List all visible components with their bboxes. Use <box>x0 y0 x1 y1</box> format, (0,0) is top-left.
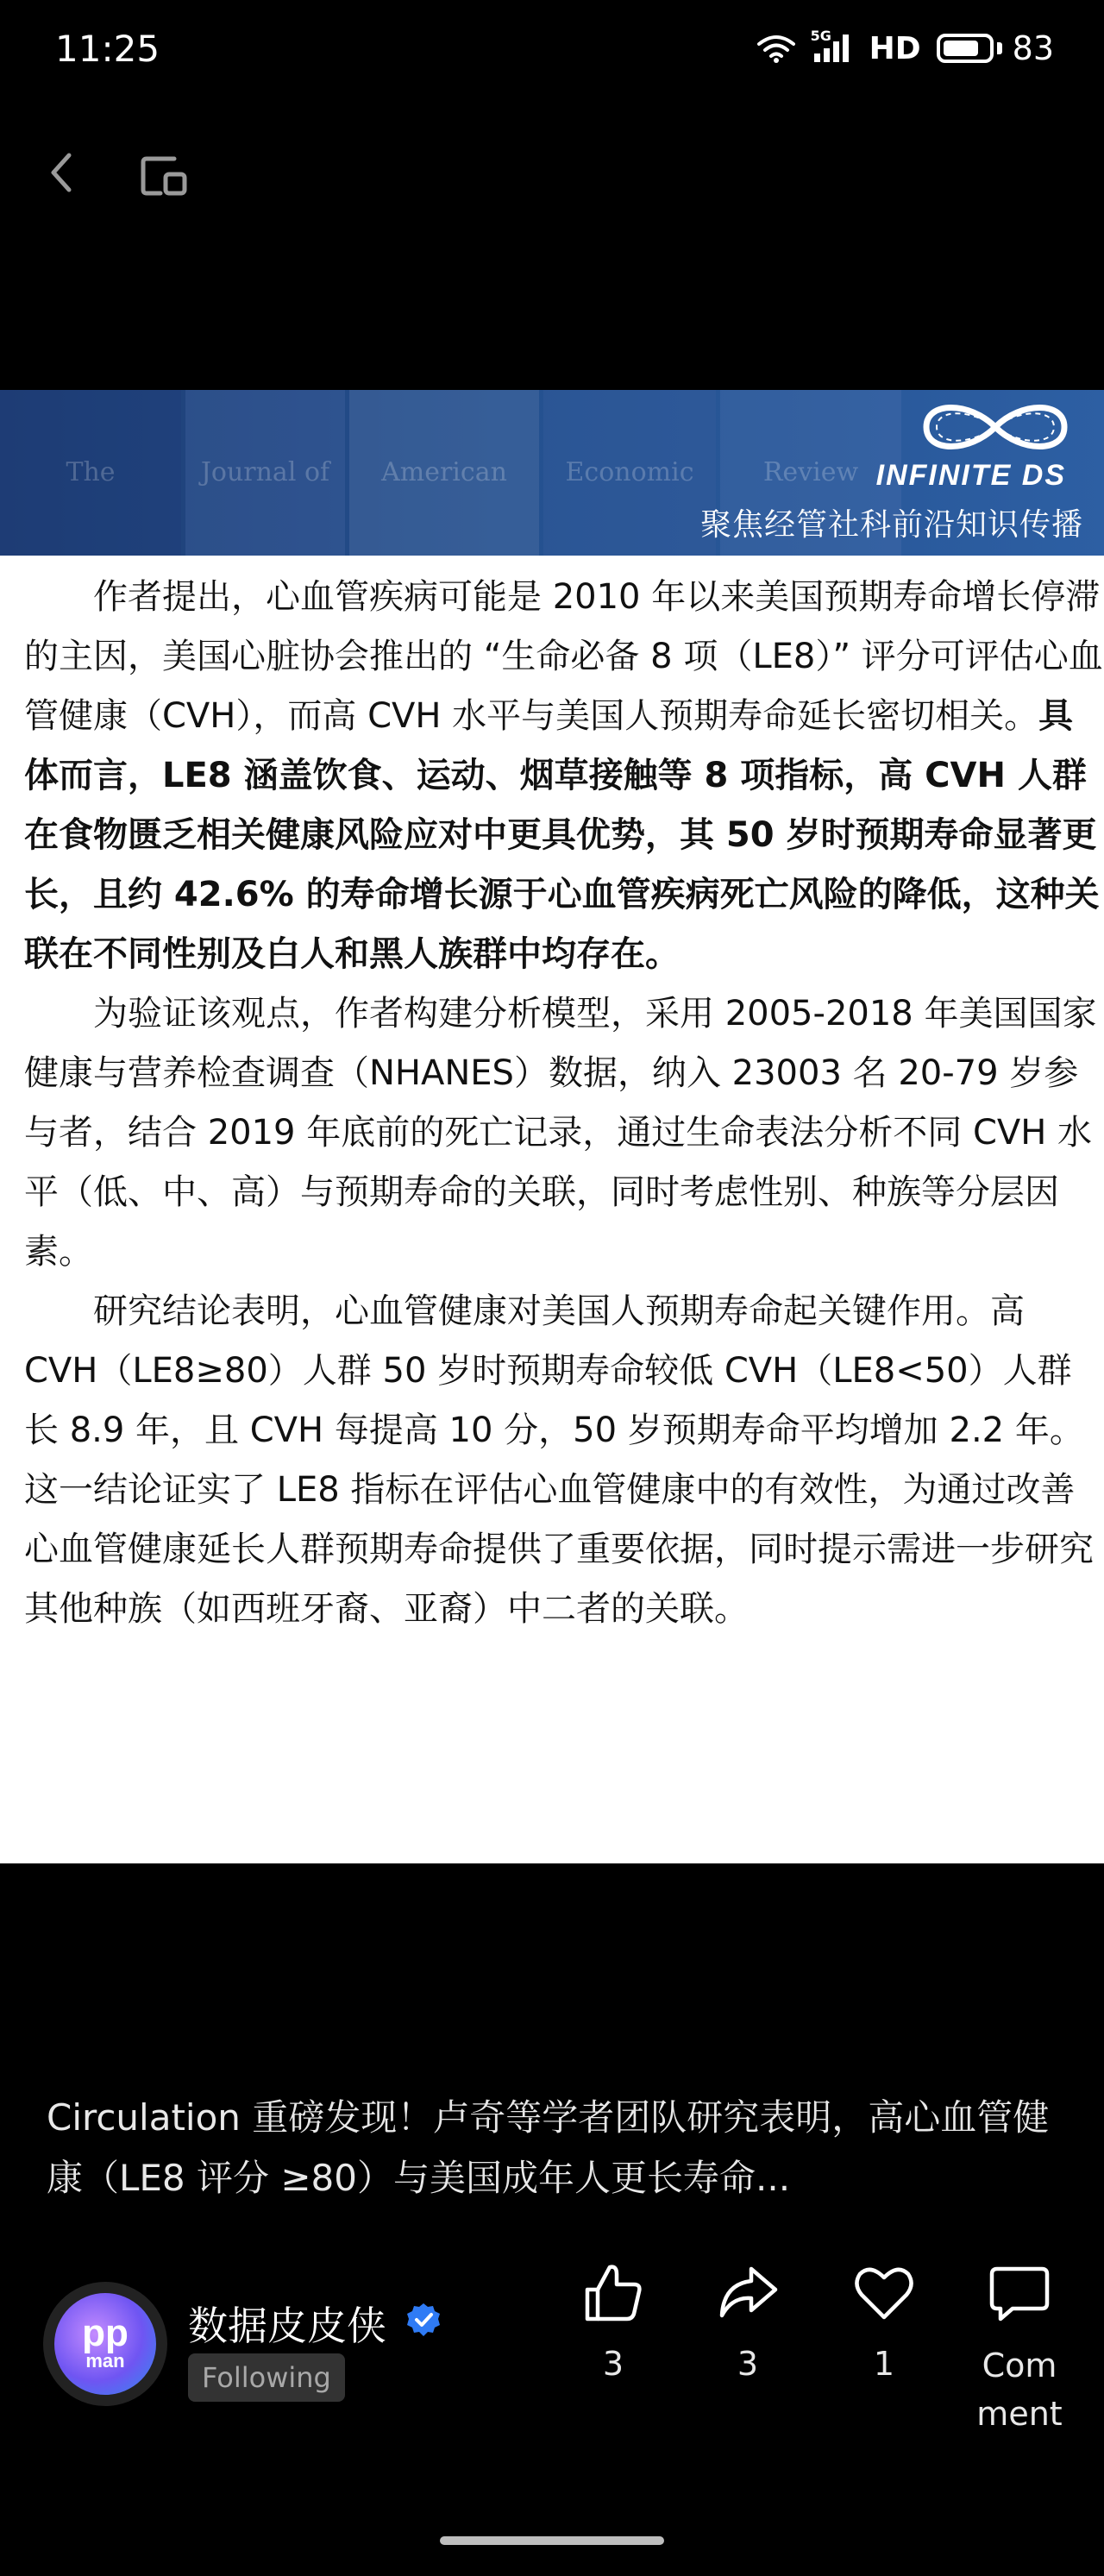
chevron-left-icon <box>38 147 90 198</box>
cellular-signal-icon <box>810 28 854 64</box>
wifi-icon <box>757 34 795 63</box>
comment-label: Comment <box>976 2347 1063 2433</box>
favorite-count: 1 <box>873 2345 895 2383</box>
verified-badge-icon <box>405 2302 442 2338</box>
avatar-text: pp <box>82 2312 129 2354</box>
like-button[interactable] <box>549 2260 678 2383</box>
thumbs-up-icon <box>580 2260 646 2326</box>
heart-icon <box>851 2260 917 2326</box>
journal-cover-text: American <box>381 457 507 487</box>
post-caption[interactable]: Circulation 重磅发现！卢奇等学者团队研究表明，高心血管健康（LE8 评分 ≥80）与美国成年人更长寿命... <box>47 2096 1050 2199</box>
home-indicator[interactable] <box>440 2536 664 2545</box>
banner-tagline: 聚焦经管社科前沿知识传播 <box>699 507 1083 543</box>
article-paragraph <box>24 568 1104 984</box>
comment-button[interactable] <box>955 2260 1084 2438</box>
article-paragraph: 为验证该观点，作者构建分析模型，采用 2005-2018 年美国国家健康与营养检查调查（NHANES）数据，纳入 23003 名 20-79 岁参与者，结合 2019 年底前的死亡记录，通过生命表法分析不同 CVH 水平（低、中、高）与预期寿命的关联，同时考虑性别、种族等分层因素。 <box>24 994 1097 1272</box>
battery-fill <box>944 41 978 56</box>
nav-bar <box>0 129 1104 216</box>
status-time: 11:25 <box>55 28 160 70</box>
network-type-label: 5G <box>810 28 831 44</box>
comment-bubble-icon <box>987 2260 1052 2326</box>
favorite-button[interactable] <box>819 2260 949 2383</box>
avatar-logo <box>54 2293 156 2395</box>
article-paragraph-bold: 具体而言，LE8 涵盖饮食、运动、烟草接触等 8 项指标，高 CVH 人群在食物匮乏相关健康风险应对中更具优势，其 50 岁时预期寿命显著更长，且约 42.6% 的寿命增长源于心血管疾病死亡风险的降低，这种关联在不同性别及白人和黑人族群中均存在。 <box>24 696 1100 974</box>
journal-cover <box>0 390 181 556</box>
article-image[interactable] <box>0 390 1104 1863</box>
floating-window-button[interactable] <box>135 145 195 205</box>
share-arrow-icon <box>715 2260 781 2326</box>
following-button[interactable]: Following <box>188 2353 345 2402</box>
battery-percent: 83 <box>1012 29 1054 67</box>
article-body <box>24 568 1104 1639</box>
journal-cover-text: Journal of <box>200 457 330 487</box>
journal-cover <box>543 390 716 556</box>
journal-cover <box>349 390 539 556</box>
share-button[interactable] <box>683 2260 812 2383</box>
journal-cover-text: Economic <box>565 457 694 487</box>
avatar-subtext: man <box>85 2350 125 2372</box>
like-count: 3 <box>602 2345 624 2383</box>
journal-cover-text: Review <box>762 457 859 487</box>
article-banner <box>0 390 1104 556</box>
battery-tip <box>997 42 1002 54</box>
article-paragraph: 研究结论表明，心血管健康对美国人预期寿命起关键作用。高 CVH（LE8≥80）人群 50 岁时预期寿命较低 CVH（LE8<50）人群长 8.9 年，且 CVH 每提高 10 分，50 岁预期寿命平均增加 2.2 年。这一结论证实了 LE8 指标在评估心血管健康中的有效性，为通过改善心血管健康延长人群预期寿命提供了重要依据，同时提示需进一步研究其他种族（如西班牙裔、亚裔）中二者的关联。 <box>24 1291 1094 1629</box>
journal-cover-text: The <box>66 457 116 487</box>
floating-window-icon <box>135 145 195 205</box>
status-bar <box>0 0 1104 104</box>
status-icons <box>757 29 1054 67</box>
share-count: 3 <box>737 2345 759 2383</box>
logo-text: INFINITE DS <box>875 459 1066 492</box>
avatar[interactable] <box>43 2282 167 2406</box>
hd-label: HD <box>869 30 921 66</box>
infinite-logo-icon <box>909 397 1082 457</box>
journal-cover <box>185 390 345 556</box>
battery-icon <box>937 34 994 63</box>
author-name[interactable]: 数据皮皮侠 <box>188 2303 386 2349</box>
back-button[interactable] <box>38 147 90 198</box>
article-paragraph-text: 作者提出，心血管疾病可能是 2010 年以来美国预期寿命增长停滞的主因，美国心脏协会推出的 “生命必备 8 项（LE8）” 评分可评估心血管健康（CVH），而高 CVH 水平与美国人预期寿命延长密切相关。 <box>24 577 1103 736</box>
